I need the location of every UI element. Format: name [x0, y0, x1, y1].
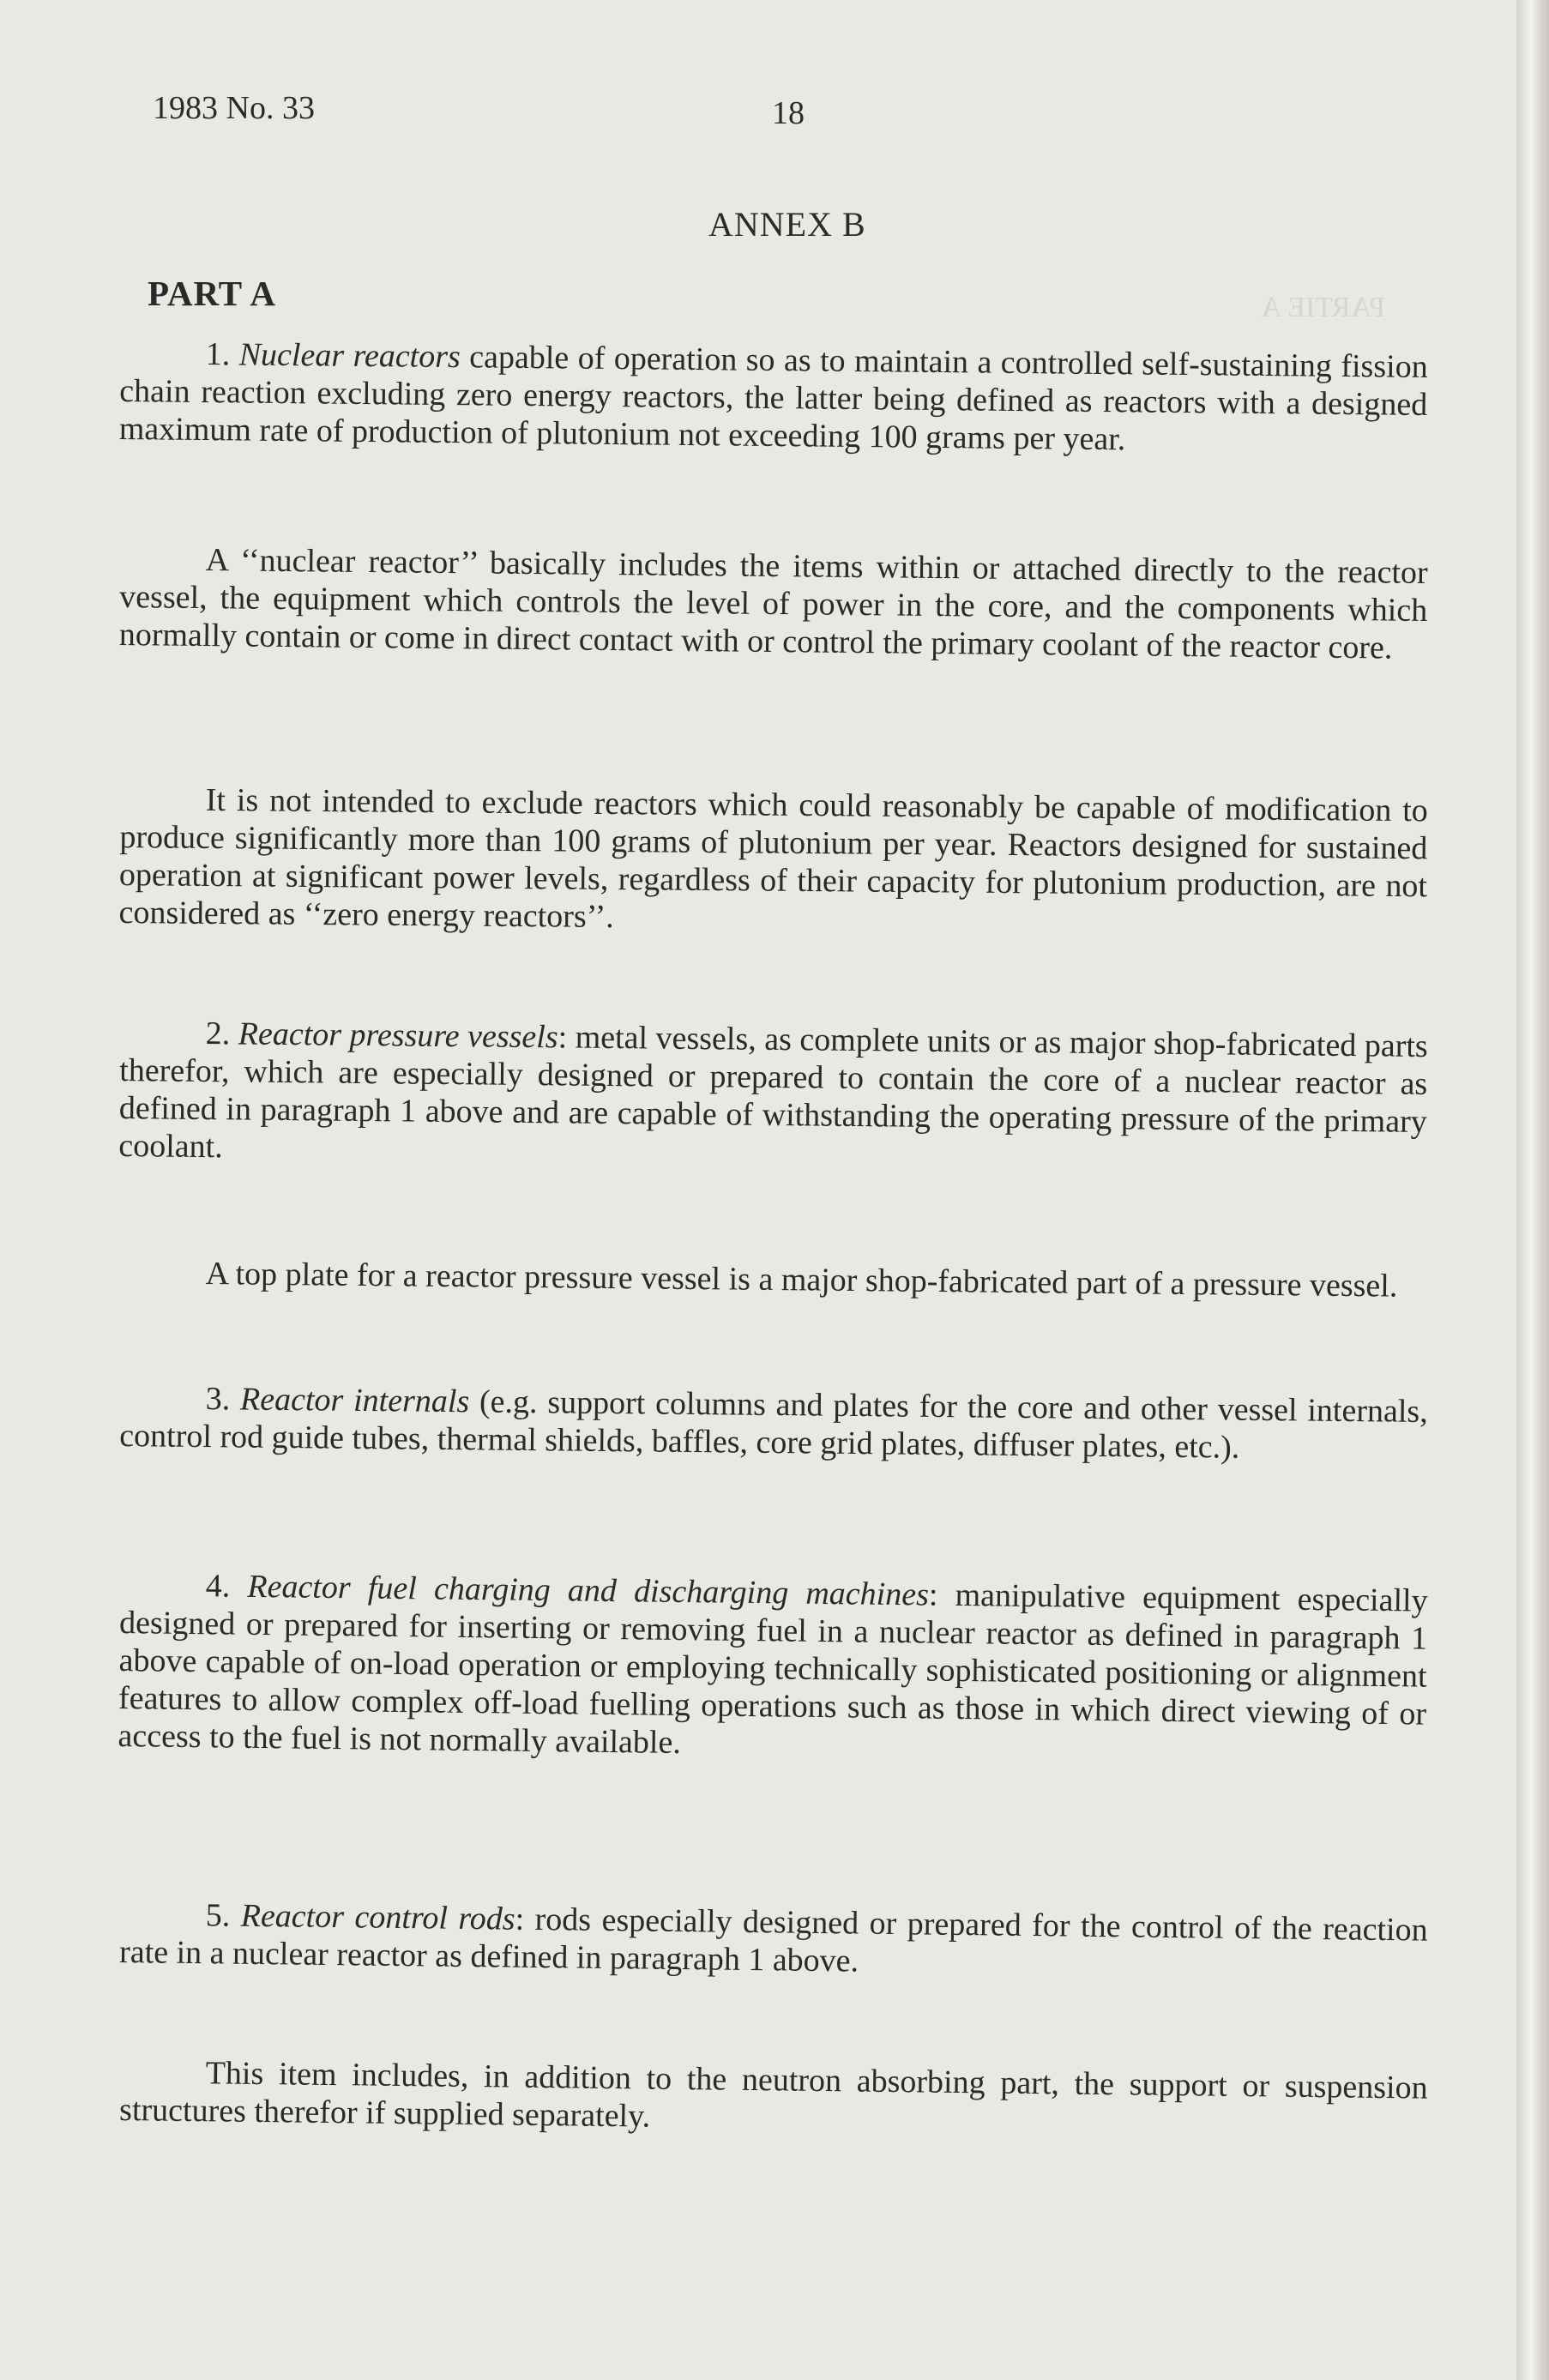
header-year-number: 1983 No. 33	[153, 90, 315, 126]
item-number: 2.	[205, 1015, 231, 1052]
item-term: Reactor pressure vessels	[238, 1015, 558, 1056]
item-number: 1.	[205, 336, 231, 373]
item-term: Nuclear reactors	[238, 336, 461, 376]
item-text: : rods especially designed or prepared for the control of the reaction rate in a nuclear reactor as defined in paragraph 1 above.	[118, 1901, 1428, 1979]
part-title: PART A	[148, 274, 276, 313]
item-term: Reactor internals	[239, 1381, 470, 1420]
paragraph-4	[118, 1566, 1428, 1771]
item-number: 5.	[205, 1897, 231, 1934]
paragraph-nuclear-reactor-definition: A ‘‘nuclear reactor’’ basically includes the items within or attached directly to the reactor vessel, the equipment which controls the level of power in the core, and the components which normally contain or come in direct contact with or control the primary coolant of the reactor core.	[118, 542, 1428, 666]
item-text: : manipulative equipment especially designed or prepared for inserting or removing fuel in a nuclear reactor as defined in paragraph 1 above capable of on-load operation or employing technically sophisticated positioning or alignment features to allow complex off-load fuelling operations such as those in which direct viewing of or access to the fuel is not normally available.	[118, 1576, 1428, 1762]
item-number: 3.	[205, 1381, 231, 1418]
paragraph-2	[118, 1014, 1428, 1178]
page-edge	[1516, 0, 1549, 2380]
item-term: Reactor control rods	[240, 1897, 515, 1937]
item-term: Reactor fuel charging and discharging machines	[247, 1568, 930, 1613]
item-number: 4.	[205, 1568, 231, 1605]
annex-title: ANNEX B	[708, 205, 866, 244]
bleed-through-text: PARTIE A	[1261, 292, 1386, 323]
page-number: 18	[772, 95, 805, 131]
paragraph-control-rod-note: This item includes, in addition to the neutron absorbing part, the support or suspension structures therefor if supplied separately.	[118, 2055, 1428, 2135]
item-text: (e.g. support columns and plates for the core and other vessel internals, control rod guide tubes, thermal shields, baffles, core grid plates, diffuser plates, etc.).	[119, 1383, 1428, 1466]
paragraph-5	[119, 1895, 1428, 1987]
paragraph-3	[119, 1379, 1428, 1468]
paragraph-top-plate: A top plate for a reactor pressure vessel is a major shop-fabricated part of a pressure vessel.	[205, 1256, 1398, 1304]
item-text: : metal vessels, as complete units or as major shop-fabricated parts therefor, which are especially designed or prepared to contain the core of a nuclear reactor as defined in paragraph 1 above and are capable of withstanding the operating pressure of the primary coolant.	[118, 1019, 1428, 1166]
paragraph-zero-energy-note: It is not intended to exclude reactors which could reasonably be capable of modification to produce significantly more than 100 grams of plutonium per year. Reactors designed for sustained operation at significant power levels, regardless of their capacity for plutonium production, are not considered as ‘‘zero energy reactors’’.	[118, 781, 1428, 936]
paragraph-1	[119, 334, 1428, 461]
item-text: capable of operation so as to maintain a controlled self-sustaining fission chain reaction excluding zero energy reactors, the latter being defined as reactors with a designed maximum rate of production of plutonium not exceeding 100 grams per year.	[118, 339, 1428, 458]
